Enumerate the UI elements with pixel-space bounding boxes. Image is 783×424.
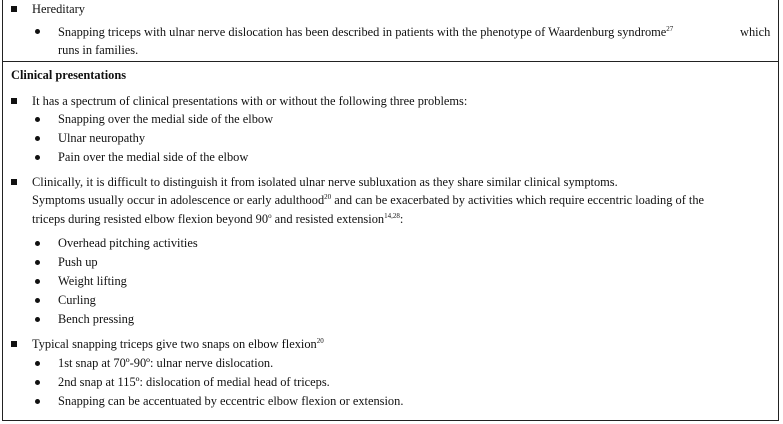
round-bullet-icon [35,380,40,385]
square-bullet-icon [11,6,17,12]
item2-bullet: Overhead pitching activities [58,236,198,250]
row-divider [3,61,778,62]
hereditary-bullet-cont: runs in families. [58,43,139,57]
item2-line2: Symptoms usually occur in adolescence or early adulthood$^{20}$ and can be exacerbated by activities which require eccentric loading of the [32,193,705,207]
item2-bullet: Weight lifting [58,274,127,288]
citation-ref: 20 [316,337,324,345]
section-heading: Clinical presentations [11,68,127,82]
citation-ref: 14,28 [384,212,400,220]
item1-bullet: Snapping over the medial side of the elbow [58,112,274,126]
item3-bullet: 2nd snap at 115º: dislocation of medial head of triceps. [58,375,330,389]
item3-bullet: 1st snap at 70º-90º: ulnar nerve dislocation. [58,356,274,370]
item1-text: It has a spectrum of clinical presentations with or without the following three problems: [32,94,468,108]
round-bullet-icon [35,361,40,366]
hereditary-bullet-main: Snapping triceps with ulnar nerve dislocation has been described in patients with the phenotype of Waardenburg syndrome [58,25,667,39]
item1-bullet: Pain over the medial side of the elbow [58,150,249,164]
item2-bullet: Curling [58,293,96,307]
square-bullet-icon [11,341,17,347]
round-bullet-icon [35,136,40,141]
square-bullet-icon [11,98,17,104]
item2-line3: triceps during resisted elbow flexion beyond 90$^o$ and resisted extension$^{14,28}$: [32,212,404,226]
round-bullet-icon [35,155,40,160]
square-bullet-icon [11,179,17,185]
hereditary-title: Hereditary [32,2,85,16]
hereditary-bullet-tail: which [740,25,771,39]
item2-line1: Clinically, it is difficult to distinguish it from isolated ulnar nerve subluxation as they share similar clinical symptoms. [32,175,618,189]
round-bullet-icon [35,399,40,404]
citation-ref: 20 [324,193,332,201]
item2-bullet: Bench pressing [58,312,135,326]
round-bullet-icon [35,298,40,303]
hereditary-bullet-text [58,24,673,40]
round-bullet-icon [35,260,40,265]
degree-mark: o [268,212,272,220]
round-bullet-icon [35,241,40,246]
round-bullet-icon [35,279,40,284]
citation-ref: 27 [666,25,674,33]
item3-text: Typical snapping triceps give two snaps on elbow flexion$^{20}$ [32,337,324,351]
round-bullet-icon [35,317,40,322]
item1-bullet: Ulnar neuropathy [58,131,146,145]
item2-bullet: Push up [58,255,98,269]
round-bullet-icon [35,117,40,122]
round-bullet-icon [35,29,40,34]
item3-bullet: Snapping can be accentuated by eccentric elbow flexion or extension. [58,394,404,408]
